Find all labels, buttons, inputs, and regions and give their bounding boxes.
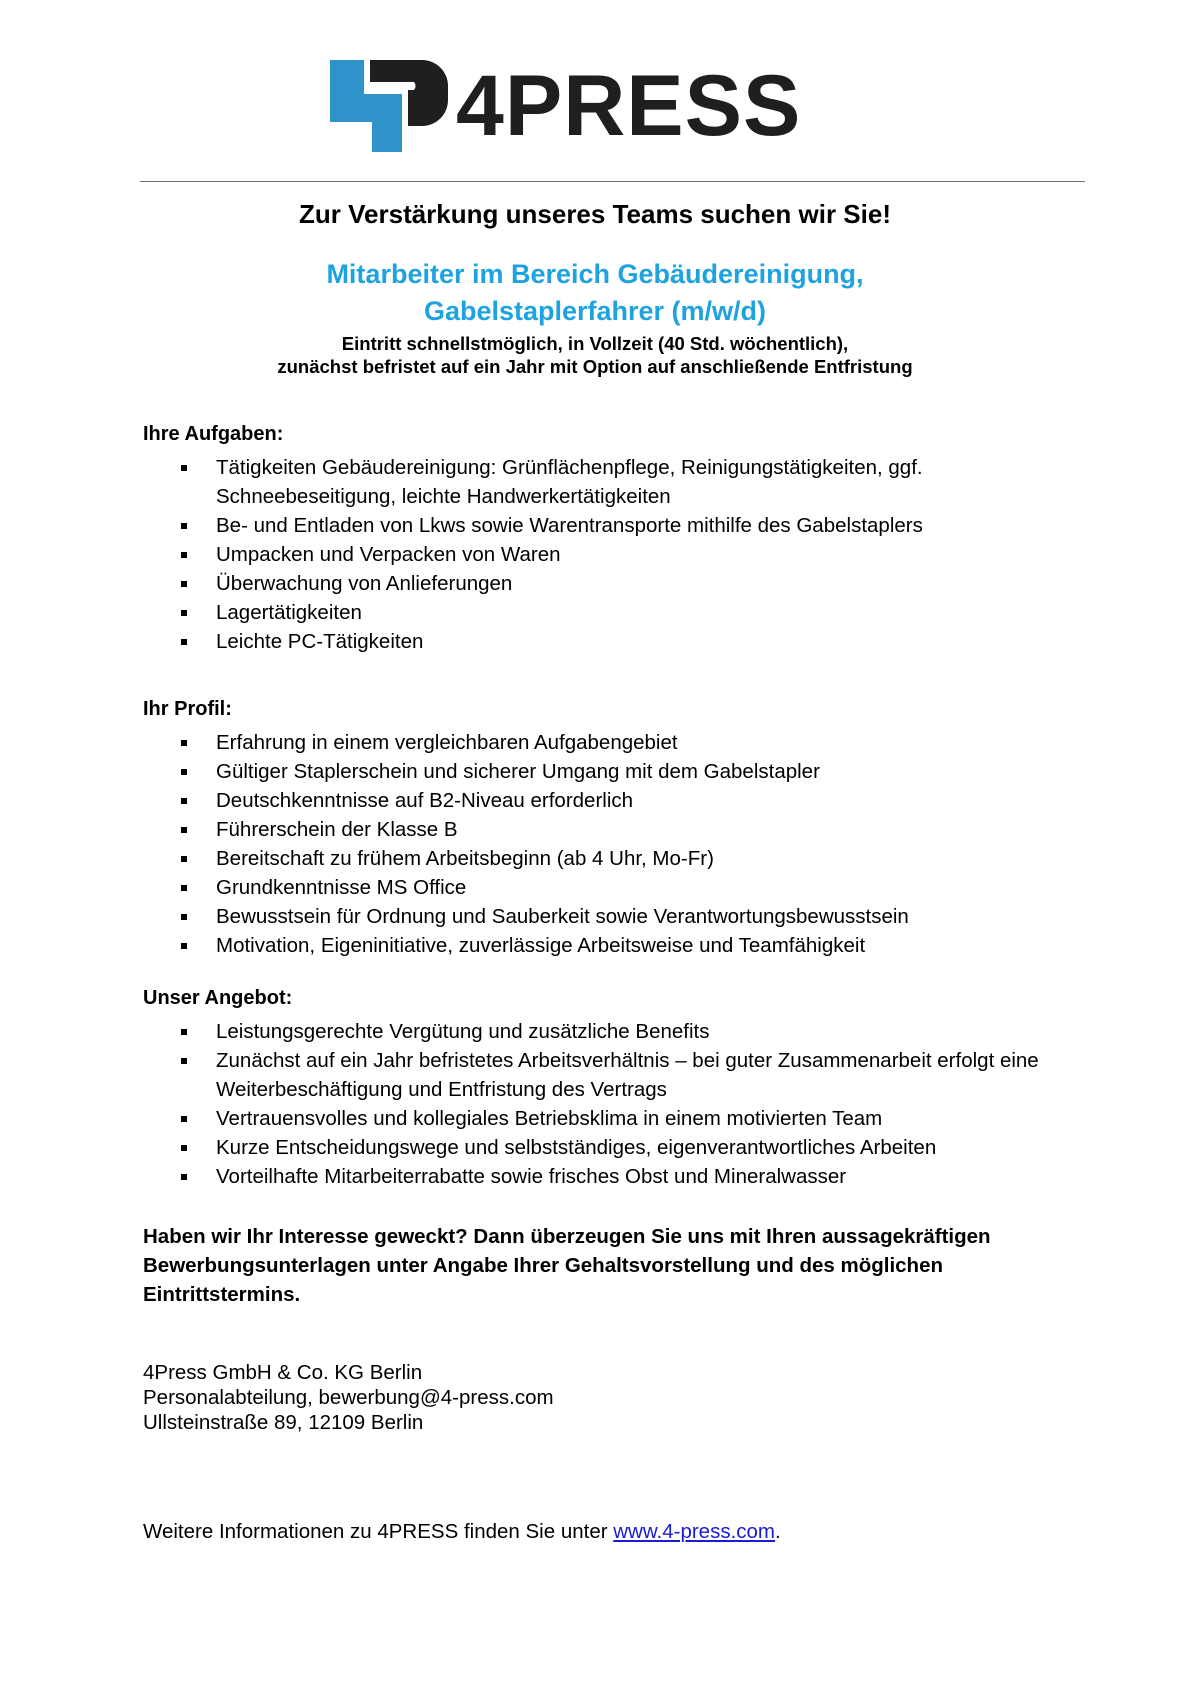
list-item: Lagertätigkeiten <box>143 598 1073 627</box>
offer-heading: Unser Angebot: <box>143 987 293 1009</box>
profile-section <box>143 695 1073 960</box>
list-item: Vertrauensvolles und kollegiales Betriebsklima in einem motivierten Team <box>143 1104 1073 1133</box>
footer-info <box>143 1517 781 1546</box>
department-email: Personalabteilung, bewerbung@4-press.com <box>143 1386 554 1409</box>
street-address: Ullsteinstraße 89, 12109 Berlin <box>143 1411 424 1434</box>
list-item: Bereitschaft zu frühem Arbeitsbeginn (ab 4 Uhr, Mo-Fr) <box>143 844 1073 873</box>
employment-terms <box>0 332 1190 378</box>
list-item: Gültiger Staplerschein und sicherer Umgang mit dem Gabelstapler <box>143 757 1073 786</box>
company-logo <box>330 60 801 152</box>
tasks-list <box>143 453 1073 656</box>
offer-list <box>143 1017 1073 1191</box>
offer-section <box>143 984 1073 1191</box>
job-title-line-2: Gabelstaplerfahrer (m/w/d) <box>423 296 767 326</box>
list-item: Leistungsgerechte Vergütung und zusätzliche Benefits <box>143 1017 1073 1046</box>
list-item: Führerschein der Klasse B <box>143 815 1073 844</box>
list-item: Umpacken und Verpacken von Waren <box>143 540 1073 569</box>
list-item: Zunächst auf ein Jahr befristetes Arbeitsverhältnis – bei guter Zusammenarbeit erfolgt eine Weiterbeschäftigung und Entfristung des Vertrags <box>143 1046 1073 1104</box>
call-to-action: Haben wir Ihr Interesse geweckt? Dann überzeugen Sie uns mit Ihren aussagekräftigen Bewerbungsunterlagen unter Angabe Ihrer Gehaltsvorstellung und des möglichen Eintrittstermins. <box>143 1225 991 1306</box>
footer-text: Weitere Informationen zu 4PRESS finden Sie unter <box>143 1520 614 1543</box>
list-item: Motivation, Eigeninitiative, zuverlässige Arbeitsweise und Teamfähigkeit <box>143 931 1073 960</box>
list-item: Kurze Entscheidungswege und selbstständiges, eigenverantwortliches Arbeiten <box>143 1133 1073 1162</box>
tasks-heading: Ihre Aufgaben: <box>143 423 284 445</box>
list-item: Tätigkeiten Gebäudereinigung: Grünflächenpflege, Reinigungstätigkeiten, ggf. Schneebeseitigung, leichte Handwerkertätigkeiten <box>143 453 1073 511</box>
website-link[interactable]: www.4-press.com <box>613 1520 776 1543</box>
profile-list <box>143 728 1073 960</box>
footer-suffix: . <box>775 1520 781 1543</box>
page-headline: Zur Verstärkung unseres Teams suchen wir Sie! <box>299 199 891 229</box>
list-item: Leichte PC-Tätigkeiten <box>143 627 1073 656</box>
job-title <box>0 256 1190 330</box>
employment-terms-line-2: zunächst befristet auf ein Jahr mit Option auf anschließende Entfristung <box>277 356 913 377</box>
list-item: Deutschkenntnisse auf B2-Niveau erforderlich <box>143 786 1073 815</box>
profile-heading: Ihr Profil: <box>143 698 232 720</box>
job-title-line-1: Mitarbeiter im Bereich Gebäudereinigung, <box>326 259 864 289</box>
list-item: Vorteilhafte Mitarbeiterrabatte sowie frisches Obst und Mineralwasser <box>143 1162 1073 1191</box>
tasks-section <box>143 420 1073 656</box>
list-item: Grundkenntnisse MS Office <box>143 873 1073 902</box>
4press-logo-mark-icon <box>330 60 448 152</box>
list-item: Erfahrung in einem vergleichbaren Aufgabengebiet <box>143 728 1073 757</box>
logo-wordmark: 4PRESS <box>456 58 802 154</box>
list-item: Überwachung von Anlieferungen <box>143 569 1073 598</box>
header-divider <box>140 181 1085 182</box>
contact-address <box>143 1360 554 1435</box>
employment-terms-line-1: Eintritt schnellstmöglich, in Vollzeit (40 Std. wöchentlich), <box>341 333 849 354</box>
list-item: Be- und Entladen von Lkws sowie Warentransporte mithilfe des Gabelstaplers <box>143 511 1073 540</box>
company-name: 4Press GmbH & Co. KG Berlin <box>143 1361 423 1384</box>
list-item: Bewusstsein für Ordnung und Sauberkeit sowie Verantwortungsbewusstsein <box>143 902 1073 931</box>
